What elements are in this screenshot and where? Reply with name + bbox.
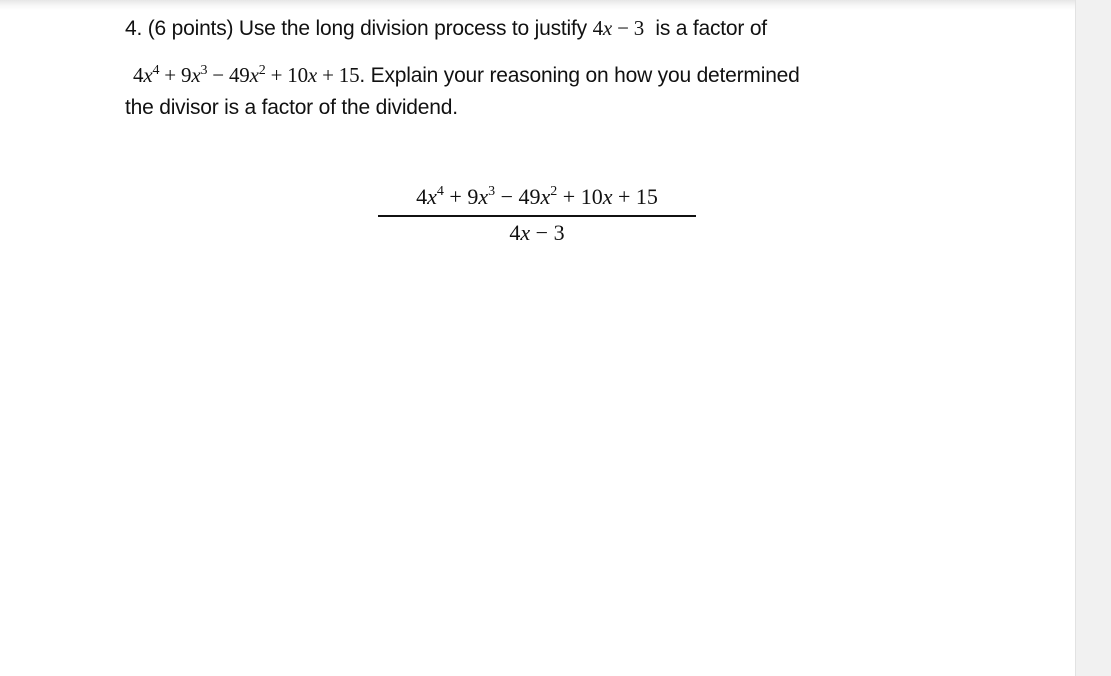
viewer-top-shadow	[0, 0, 1075, 10]
question-dividend-text: the divisor is a factor of the dividend.	[125, 96, 458, 119]
question-explain-text: . Explain your reasoning on how you determined	[359, 64, 800, 87]
dividend-inline: $4x^4 + 9x^3 - 49x^2 + 10x + 15$	[133, 63, 360, 87]
question-intro-text: 4. (6 points) Use the long division process to justify	[125, 17, 587, 40]
divisor-inline: 4x − 3	[592, 16, 645, 40]
question-factor-text: is a factor of	[655, 17, 767, 40]
fraction-denominator: 4x − 3	[509, 220, 565, 245]
question-line-2	[133, 63, 800, 88]
division-fraction	[378, 184, 696, 246]
question-line-1	[125, 16, 767, 41]
fraction-numerator: $4x^4 + 9x^3 - 49x^2 + 10x + 15$	[416, 184, 658, 209]
viewer-scrollbar-gutter[interactable]	[1075, 0, 1111, 676]
question-line-3	[125, 96, 458, 120]
